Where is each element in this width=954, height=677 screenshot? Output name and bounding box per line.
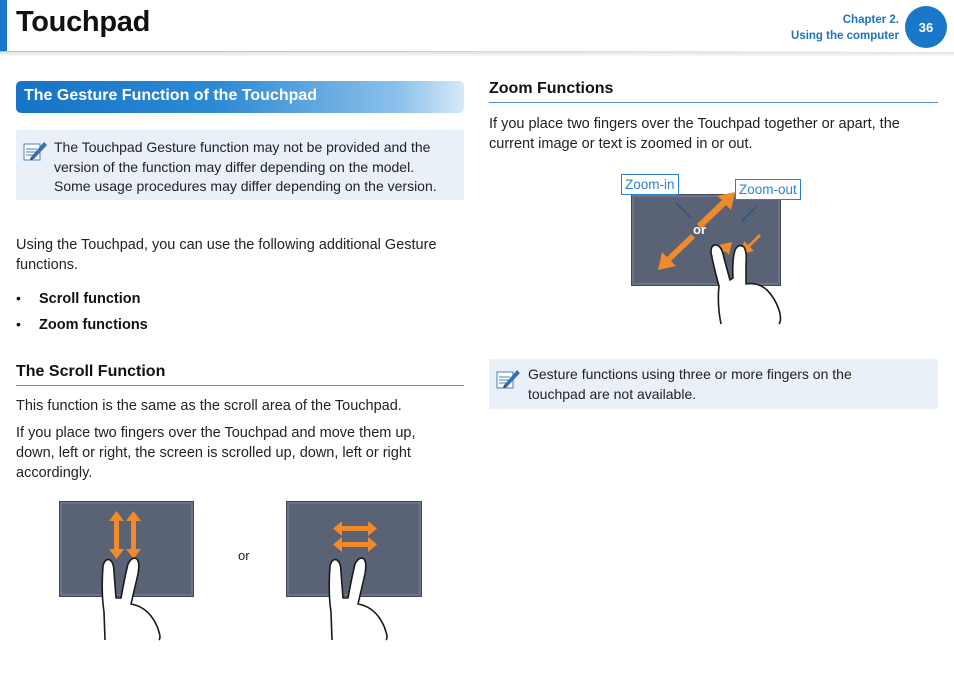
chapter-title: Using the computer <box>791 30 899 42</box>
header-accent-bar <box>0 0 7 52</box>
zoom-illustration <box>615 172 815 327</box>
note-pen-icon <box>22 138 50 164</box>
note-pen-icon <box>495 366 523 392</box>
two-finger-hand-icon <box>324 552 396 642</box>
note-line: Some usage procedures may differ depending on the version. <box>54 178 437 194</box>
zoom-in-label: Zoom-in <box>621 174 679 195</box>
zoom-heading: Zoom Functions <box>489 80 614 97</box>
or-label: or <box>693 222 706 237</box>
chapter-label <box>791 12 899 44</box>
header-divider-shadow <box>0 52 954 57</box>
note-line: version of the function may differ depending on the model. <box>54 158 415 175</box>
bullet-dot: • <box>16 316 21 332</box>
intro-paragraph: Using the Touchpad, you can use the following additional Gesture functions. <box>16 237 437 273</box>
scroll-vertical-illustration <box>59 500 194 640</box>
two-finger-hand-icon <box>703 234 793 326</box>
section-rule <box>16 385 464 386</box>
zoom-paragraph: If you place two fingers over the Touchpad together or apart, the current image or text is zoomed in or out. <box>489 116 900 152</box>
bullet-item: • Scroll function <box>16 290 141 307</box>
scroll-paragraph-1: This function is the same as the scroll area of the Touchpad. <box>16 398 402 414</box>
section-title: The Gesture Function of the Touchpad <box>24 87 318 104</box>
note-box <box>489 359 938 409</box>
bullet-dot: • <box>16 290 21 306</box>
page-number-badge: 36 <box>905 6 947 48</box>
note-line: The Touchpad Gesture function may not be provided and the <box>54 139 431 155</box>
scroll-paragraph-2: If you place two fingers over the Touchpad and move them up, down, left or right, the screen is scrolled up, down, left or right accordingly. <box>16 425 416 481</box>
double-arrow-horizontal-icon <box>332 522 378 552</box>
note-box <box>16 130 464 200</box>
scroll-horizontal-illustration <box>286 500 422 640</box>
section-banner <box>16 81 464 113</box>
scroll-heading: The Scroll Function <box>16 363 166 380</box>
bullet-item: • Zoom functions <box>16 316 148 333</box>
or-label: or <box>238 548 250 563</box>
section-rule <box>489 102 938 103</box>
chapter-number: Chapter 2. <box>842 14 899 26</box>
zoom-out-label: Zoom-out <box>735 179 801 200</box>
note-line: touchpad are not available. <box>528 385 697 402</box>
two-finger-hand-icon <box>97 552 169 642</box>
page-title: Touchpad <box>16 6 150 38</box>
note-line: Gesture functions using three or more fingers on the <box>528 366 852 382</box>
